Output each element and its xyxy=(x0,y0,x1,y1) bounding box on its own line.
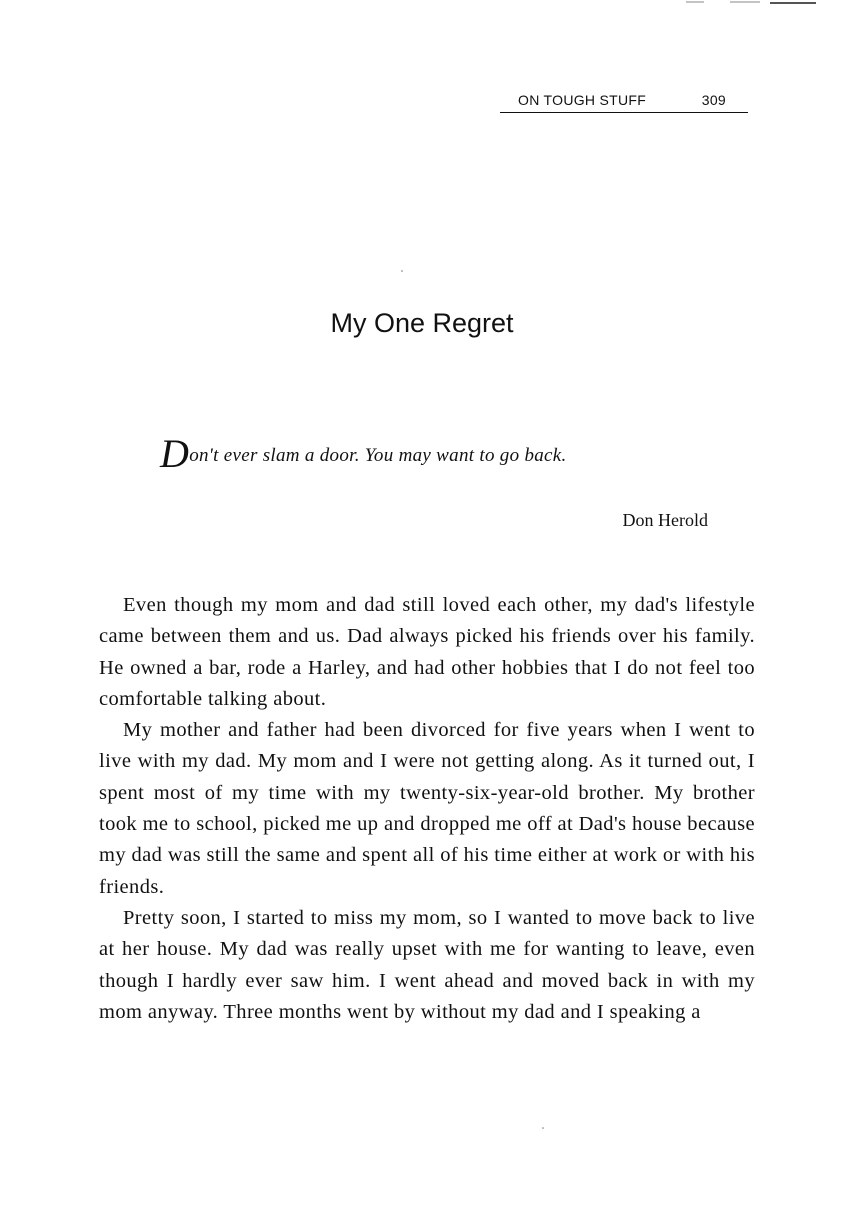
paragraph: Pretty soon, I started to miss my mom, so I wanted to move back to live at her house. My dad was really upset with me for wanting to leave, even though I hardly ever saw him. I went ahead and moved back in with my mom anyway. Three months went by without my dad and I speaking a xyxy=(99,906,755,1023)
body-text xyxy=(99,590,755,1028)
epigraph-quote xyxy=(160,431,760,476)
paragraph: My mother and father had been divorced for five years when I went to live with my dad. My mom and I were not getting along. As it turned out, I spent most of my time with my twenty-six-year-old brother. My brother took me to school, picked me up and dropped me off at Dad's house because my dad was still the same and spent all of his time either at work or with his friends. xyxy=(99,719,755,898)
running-header xyxy=(500,90,748,113)
chapter-title: My One Regret xyxy=(330,308,514,338)
epigraph-attribution: Don Herold xyxy=(622,510,708,530)
paragraph: Even though my mom and dad still loved each other, my dad's lifestyle came between them and us. Dad always picked his friends over his family. He owned a bar, rode a Harley, and had other hobbies that I do not feel too comfortable talking about. xyxy=(99,594,755,710)
page-number: 309 xyxy=(701,92,726,108)
epigraph-text: on't ever slam a door. You may want to go back. xyxy=(189,445,567,466)
section-title: ON TOUGH STUFF xyxy=(518,92,647,108)
drop-cap: D xyxy=(160,431,190,476)
